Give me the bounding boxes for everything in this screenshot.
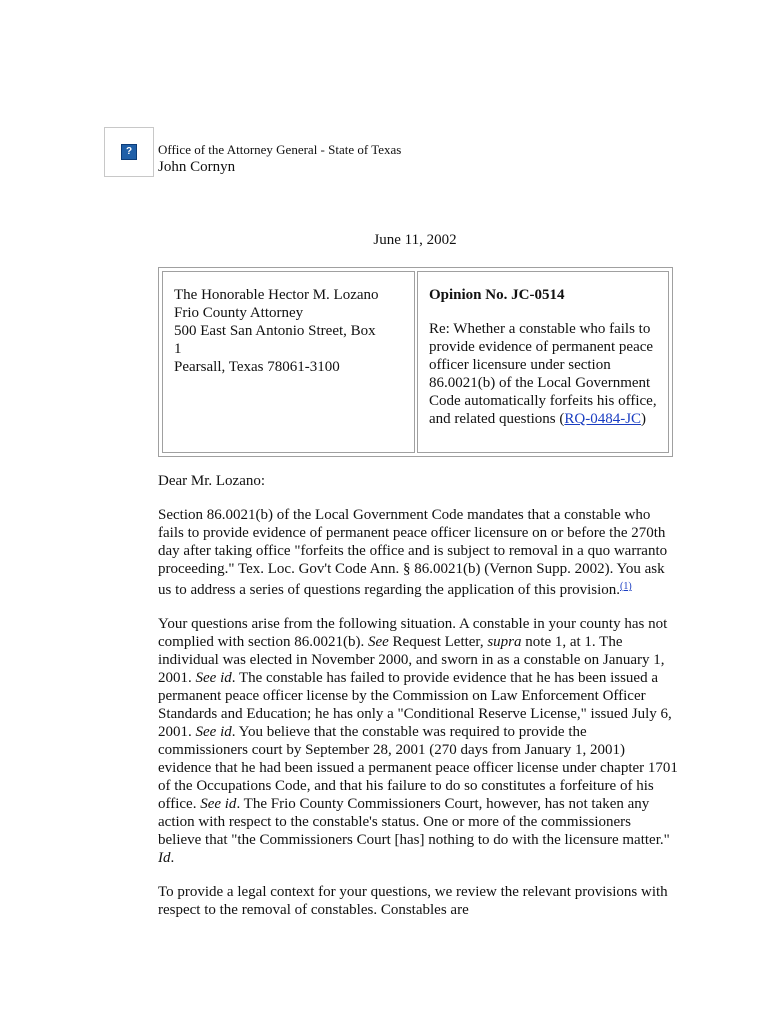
salutation: Dear Mr. Lozano: [158, 473, 266, 489]
addressee-line: Frio County Attorney [174, 305, 304, 321]
text-run: Your questions arise from the following situation. A constable in your county has not complied with section 86.0021(b). [158, 616, 668, 650]
letter-date: June 11, 2002 [373, 232, 457, 248]
text-run: . You believe that the constable was required to provide the commissioners court by September 28, 2001 (270 days from January 1, 2001) evidence that he had been issued a permanent peace officer license under chapter 1701 of the Occupations Code, and that his failure to do so constitutes a forfeiture of his office. [158, 724, 678, 812]
opinion-subject [429, 320, 660, 428]
citation-signal: See id [200, 796, 237, 812]
letter-body [158, 472, 678, 935]
agency-name: Office of the Attorney General - State of Texas [158, 142, 402, 157]
text-run: . [170, 850, 175, 866]
paragraph-3: To provide a legal context for your questions, we review the relevant provisions with respect to the removal of constables. Constables are [158, 884, 668, 918]
citation-signal: Id [158, 850, 171, 866]
citation-signal: See id [195, 670, 232, 686]
text-run: . The constable has failed to provide evidence that he has been issued a permanent peace officer license by the Commission on Law Enforcement Officer Standards and Education; he has only a "Conditional Reserve License," issued July 6, 2001. [158, 670, 672, 740]
opinion-number: Opinion No. JC-0514 [429, 287, 565, 303]
paragraph-1 [158, 506, 678, 599]
addressee-line: Pearsall, Texas 78061-3100 [174, 359, 340, 375]
citation-signal: supra [487, 634, 522, 650]
paragraph-2 [158, 615, 678, 867]
broken-image-icon: ? [121, 144, 137, 160]
text-run: Request Letter, [388, 634, 488, 650]
letterhead [158, 142, 401, 177]
attorney-general-name: John Cornyn [158, 159, 236, 175]
text-run: note 1, at 1. The individual was elected in November 2000, and sworn in as a constable on January 1, 2001. [158, 634, 665, 686]
addressee-line: The Honorable Hector M. Lozano [174, 287, 379, 303]
paragraph-text: Section 86.0021(b) of the Local Government Code mandates that a constable who fails to provide evidence of permanent peace officer licensure on or before the 270th day after taking office "forfeits the office and is subject to removal in a quo warranto proceeding." Tex. Loc. Gov't Code Ann. § 86.0021(b) (Vernon Supp. 2002). You ask us to address a series of questions regarding the application of this provision. [158, 507, 668, 598]
citation-signal: See id [195, 724, 232, 740]
footnote-link[interactable]: (1) [620, 581, 632, 592]
re-text: Re: Whether a constable who fails to provide evidence of permanent peace officer licensure under section 86.0021(b) of the Local Government Code automatically forfeits his office, and related questions ( [429, 321, 657, 427]
re-close: ) [641, 411, 647, 427]
request-link[interactable]: RQ-0484-JC [564, 411, 642, 427]
header-table [158, 267, 673, 457]
citation-signal: See [367, 634, 389, 650]
opinion-cell [417, 271, 669, 453]
text-run: . The Frio County Commissioners Court, however, has not taken any action with respect to the constable's status. One or more of the commissioners believe that "the Commissioners Court [has] nothing to do with the licensure matter." [158, 796, 670, 848]
logo-frame [104, 127, 154, 177]
addressee-line: 1 [174, 341, 182, 357]
addressee-cell [162, 271, 415, 453]
addressee-line: 500 East San Antonio Street, Box [174, 323, 376, 339]
